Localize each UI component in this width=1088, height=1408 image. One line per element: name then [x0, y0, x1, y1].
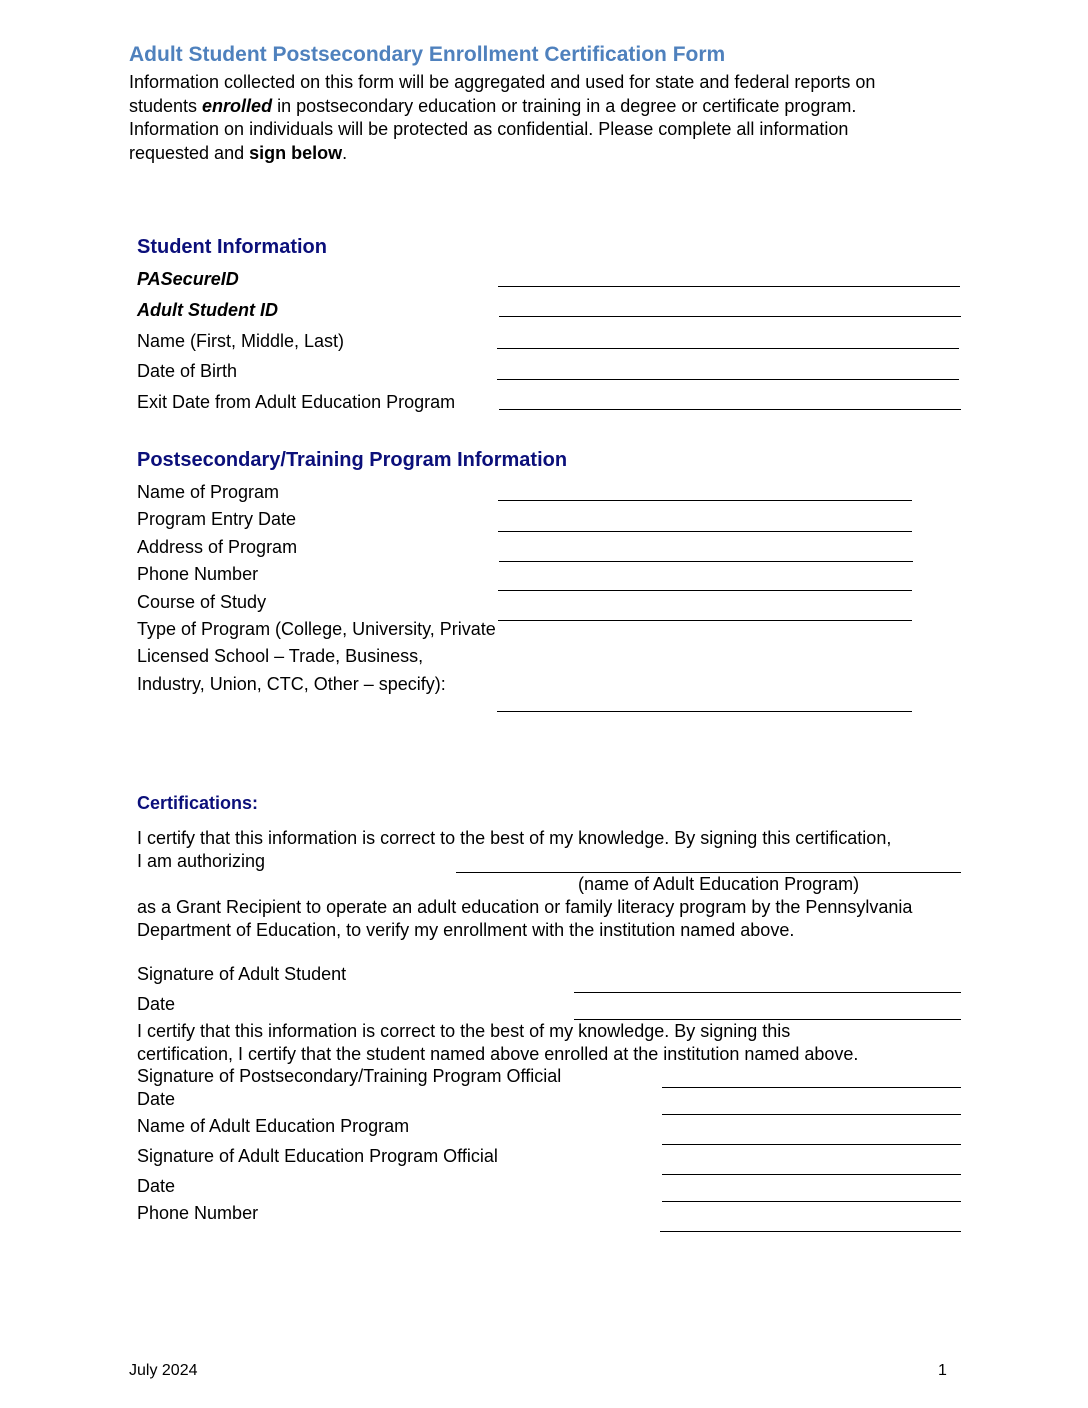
footer-date: July 2024	[129, 1362, 198, 1379]
official-cert-line-1: I certify that this information is correct to the best of my knowledge. By signing this	[137, 1021, 791, 1041]
program-name-label: Name of Program	[137, 482, 280, 502]
pasecureid-label: PASecureID	[137, 269, 239, 289]
program-address-label: Address of Program	[137, 537, 298, 557]
program-type-label-2: Licensed School – Trade, Business,	[137, 646, 424, 666]
program-phone-label: Phone Number	[137, 564, 259, 584]
program-info-heading: Postsecondary/Training Program Information	[137, 449, 568, 471]
student-signature-label: Signature of Adult Student	[137, 964, 347, 984]
intro-sign-below: sign below	[249, 142, 343, 163]
ae-official-date-field[interactable]	[662, 1201, 961, 1202]
entry-date-field[interactable]	[498, 531, 912, 532]
student-date-field[interactable]	[574, 1019, 961, 1020]
student-cert-line-3: as a Grant Recipient to operate an adult education or family literacy program by the Pennsylvania Department of Education, to verify my enrollment with the institution named above.	[137, 897, 913, 940]
exit-date-label: Exit Date from Adult Education Program	[137, 392, 456, 412]
student-signature-field[interactable]	[574, 992, 961, 993]
exit-date-field[interactable]	[499, 409, 961, 410]
dob-field[interactable]	[497, 379, 959, 380]
intro-text-3: .	[342, 142, 348, 163]
ae-program-name-line[interactable]	[662, 1144, 961, 1145]
entry-date-label: Program Entry Date	[137, 509, 297, 529]
ae-official-date-label: Date	[137, 1176, 176, 1196]
ae-official-signature-field[interactable]	[662, 1174, 961, 1175]
page-number: 1	[938, 1362, 947, 1379]
ae-phone-field[interactable]	[660, 1231, 961, 1232]
official-cert-line-2: certification, I certify that the student named above enrolled at the institution named above.	[137, 1044, 859, 1064]
pt-official-date-field[interactable]	[662, 1114, 961, 1115]
program-phone-field[interactable]	[498, 590, 912, 591]
pasecureid-field[interactable]	[498, 286, 960, 287]
pt-official-date-label: Date	[137, 1089, 176, 1109]
page-title: Adult Student Postsecondary Enrollment Certification Form	[129, 43, 726, 66]
program-name-field[interactable]	[498, 500, 912, 501]
student-cert-line-2: I am authorizing	[137, 851, 266, 871]
ae-program-name-caption: (name of Adult Education Program)	[578, 874, 860, 894]
student-info-heading: Student Information	[137, 236, 327, 258]
dob-label: Date of Birth	[137, 361, 238, 381]
pt-official-signature-field[interactable]	[662, 1087, 961, 1088]
program-type-field[interactable]	[497, 711, 912, 712]
student-cert-line-1: I certify that this information is correct to the best of my knowledge. By signing this certification,	[137, 828, 892, 848]
certifications-heading: Certifications:	[137, 793, 259, 813]
ae-phone-label: Phone Number	[137, 1203, 259, 1223]
intro-text-2: in postsecondary education or training in a degree or certificate program. Information on individuals will be protected as confidential. Please complete all information requested and	[129, 95, 857, 163]
course-of-study-label: Course of Study	[137, 592, 267, 612]
ae-program-name-label: Name of Adult Education Program	[137, 1116, 410, 1136]
program-type-label-3: Industry, Union, CTC, Other – specify):	[137, 674, 446, 694]
name-label: Name (First, Middle, Last)	[137, 331, 345, 351]
intro-text-1: Information collected on this form will be aggregated and used for state and federal reports on students	[129, 72, 876, 116]
student-date-label: Date	[137, 994, 176, 1014]
ae-program-name-field[interactable]	[456, 872, 961, 873]
program-address-field[interactable]	[499, 561, 913, 562]
adult-student-id-label: Adult Student ID	[137, 300, 278, 320]
course-of-study-field[interactable]	[498, 620, 912, 621]
ae-official-signature-label: Signature of Adult Education Program Official	[137, 1146, 498, 1166]
intro-enrolled: enrolled	[202, 95, 273, 116]
program-type-label-1: Type of Program (College, University, Private	[137, 619, 496, 639]
name-field[interactable]	[497, 348, 959, 349]
intro-paragraph	[129, 71, 929, 165]
adult-student-id-field[interactable]	[499, 316, 961, 317]
pt-official-signature-label: Signature of Postsecondary/Training Program Official	[137, 1066, 562, 1086]
